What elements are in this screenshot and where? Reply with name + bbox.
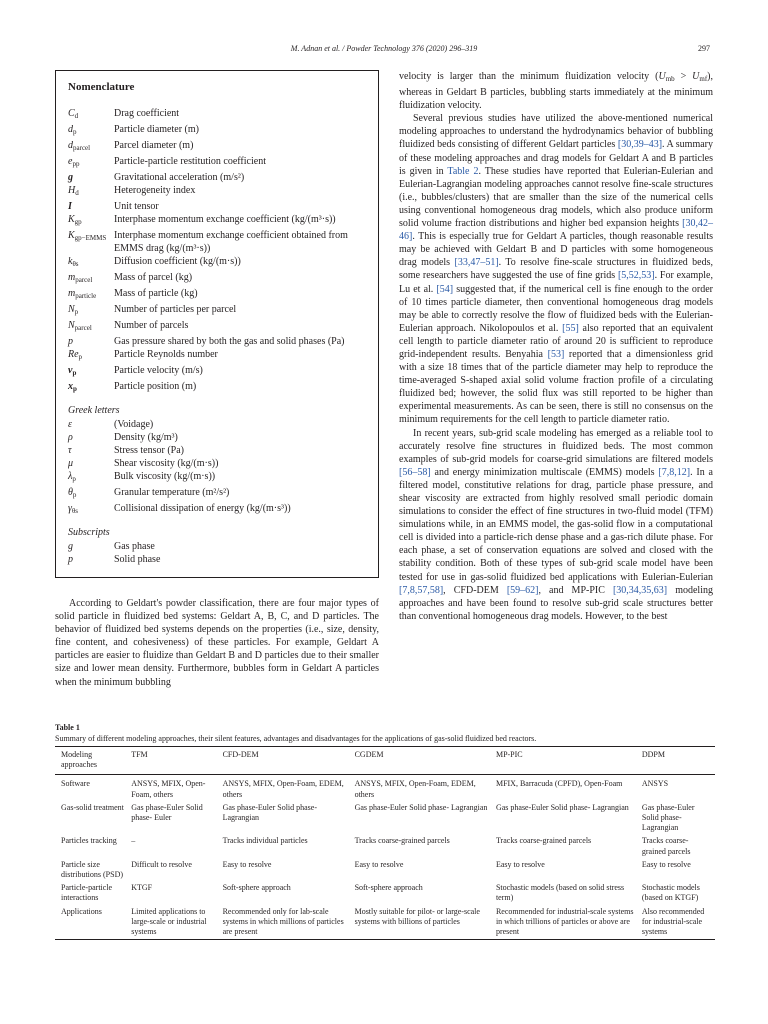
nomenclature-symbol [68, 229, 114, 255]
nomenclature-symbol [68, 123, 114, 139]
symbol-letter: λ [68, 471, 73, 482]
text-span: . A summary of these modeling approaches and drag models for Geldart A and B particles is given in [399, 139, 714, 177]
symbol-subscript: p [74, 308, 79, 316]
table-header-cell: MP-PIC [495, 750, 523, 759]
subscript-mb: mb [665, 75, 675, 83]
reference-link[interactable]: [53] [547, 348, 565, 360]
text-span: . For example, Lu et al. [399, 270, 713, 295]
nomenclature-symbol [68, 213, 114, 229]
nomenclature-symbol [68, 431, 114, 444]
table-cell: Easy to resolve [641, 859, 691, 869]
table-cell: ANSYS, MFIX, Open-Foam, EDEM, others [222, 779, 344, 799]
table-header-row [55, 747, 715, 775]
nomenclature-symbol [68, 303, 114, 319]
symbol-subscript: p [73, 128, 77, 136]
nomenclature-definition: Particle velocity (m/s) [114, 365, 203, 376]
table-cell: – [131, 836, 136, 846]
symbol-subscript: p [78, 353, 83, 361]
table-cell: Difficult to resolve [131, 859, 192, 869]
symbol-letter: N [68, 320, 75, 331]
symbol-subscript: d [74, 112, 79, 120]
paragraph-geldart-classification: According to Geldart's powder classification, there are four major types of solid particle in fluidized bed systems: Geldart A, B, C, and D particles. The behavior of fluidized bed systems depends on the properties (i.e., size, density, fine content, and cohesiveness) of these particles. For example, Geldart A particles are easier to fluidize than Geldart B and D particles due to their smaller size and lower mean density. Furthermore, bubbles form in Geldart A particles when the minimum bubbling [55, 598, 379, 688]
table-cell: Gas phase-Euler Solid phase- Lagrangian [641, 802, 695, 833]
table-header-cell: CGDEM [354, 750, 384, 759]
symbol-letter: θ [68, 487, 73, 498]
table-row-label: Software [61, 779, 90, 789]
nomenclature-definition: Stress tensor (Pa) [114, 445, 184, 456]
symbol-letter: C [68, 108, 75, 119]
nomenclature-definition: Gravitational acceleration (m/s²) [114, 172, 245, 183]
reference-link[interactable]: [56–58] [399, 466, 431, 478]
running-citation: M. Adnan et al. / Powder Technology 376 (2020) 296–319 [290, 44, 478, 53]
nomenclature-row [68, 200, 366, 213]
table-row [55, 835, 715, 858]
table-cell: Stochastic models (based on solid stress term) [495, 883, 625, 903]
table-cell: ANSYS, MFIX, Open-Foam, EDEM, others [354, 779, 476, 799]
nomenclature-symbol [68, 139, 114, 155]
symbol-u: U [658, 71, 666, 82]
nomenclature-symbol [68, 155, 114, 171]
text-span: , and MP-PIC [538, 584, 613, 596]
table-cell: Easy to resolve [495, 859, 545, 869]
symbol-letter: μ [68, 458, 74, 469]
nomenclature-row [68, 470, 366, 486]
text-span: . These studies have reported that Eulerian-Eulerian and Eulerian-Lagrangian modeling approaches cannot resolve fine-scale structures (i.e., bubbles/clusters) that are smaller than the size of the numerical cells using conventional homogeneous drag models, which also produce uniform solid volume fraction distributions and higher bed expansion heights [399, 165, 713, 230]
table-cell: Tracks coarse-grained parcels [641, 836, 691, 856]
nomenclature-definition: Density (kg/m³) [114, 432, 178, 443]
nomenclature-row [68, 123, 366, 139]
table-cell: Easy to resolve [354, 859, 404, 869]
nomenclature-definition: Gas pressure shared by both the gas and solid phases (Pa) [114, 336, 345, 347]
symbol-subscript: gp−EMMS [74, 234, 107, 242]
modeling-approaches-table [55, 746, 715, 940]
symbol-letter: Re [68, 349, 79, 360]
symbol-subscript: p [72, 369, 77, 377]
table-cell: Gas phase-Euler Solid phase- Lagrangian [354, 802, 488, 812]
text-span: reported that a dimensionless grid with a size 18 times that of the particle diameter may help to reproduce the time-averaged S-shaped axial solid volume fraction profile of a circulating fluidized bed; however, the solid flux was still reported to be higher than experimental measurements. As can be seen, there is still no consensus on the minimum requirements for the cell length to particle diameter ratio. [399, 348, 713, 426]
symbol-subscript: θs [71, 507, 79, 515]
nomenclature-row [68, 444, 366, 457]
symbol-letter: v [68, 365, 73, 376]
nomenclature-row [68, 553, 366, 566]
nomenclature-title: Nomenclature [68, 81, 135, 93]
table-row-label: Particles tracking [61, 836, 117, 846]
nomenclature-row [68, 213, 366, 229]
symbol-letter: g [68, 172, 73, 183]
nomenclature-row [68, 139, 366, 155]
table-1 [55, 746, 715, 940]
nomenclature-row [68, 271, 366, 287]
paragraph-sub-grid-modeling [399, 427, 713, 623]
nomenclature-symbol [68, 200, 114, 213]
table-cell: Soft-sphere approach [222, 883, 291, 893]
nomenclature-definition: Mass of particle (kg) [114, 288, 198, 299]
symbol-letter: τ [68, 445, 72, 456]
text-span: > [674, 71, 693, 82]
table-cell: Recommended for industrial-scale systems in which trillions of particles or above are present [495, 906, 634, 937]
symbol-letter: p [68, 336, 73, 347]
nomenclature-definition: Solid phase [114, 554, 161, 565]
nomenclature-symbol [68, 319, 114, 335]
nomenclature-row [68, 335, 366, 348]
nomenclature-symbol [68, 348, 114, 364]
nomenclature-row [68, 540, 366, 553]
nomenclature-row [68, 457, 366, 470]
nomenclature-definition: Particle position (m) [114, 381, 197, 392]
symbol-subscript: θs [72, 260, 79, 268]
symbol-subscript: parcel [75, 276, 93, 284]
nomenclature-row [68, 303, 366, 319]
table-cell: ANSYS [641, 779, 669, 789]
nomenclature-definition: Particle-particle restitution coefficient [114, 156, 266, 167]
table-header-cell: Modeling approaches [61, 750, 97, 770]
reference-link[interactable]: [30,39–43] [617, 139, 663, 151]
text-span: , CFD-DEM [443, 584, 507, 596]
symbol-letter: m [68, 288, 76, 299]
table-row [55, 882, 715, 905]
greek-letters-title: Greek letters [68, 405, 120, 416]
text-span: In recent years, sub-grid scale modeling has emerged as a reliable tool to accurately resolve fine structures in fluidized beds. The most common examples of sub-grid models for coarse-grid simulations are filtered models [399, 427, 713, 465]
nomenclature-definition: Mass of parcel (kg) [114, 272, 193, 283]
table-header-cell: DDPM [641, 750, 665, 759]
table-row [55, 859, 715, 882]
nomenclature-row [68, 255, 366, 271]
reference-link[interactable]: [30,34,35,63] [612, 584, 668, 596]
nomenclature-symbol [68, 418, 114, 431]
page-header [0, 44, 768, 58]
symbol-letter: g [68, 541, 73, 552]
table-row [55, 775, 715, 802]
nomenclature-symbol [68, 255, 114, 271]
symbol-letter: p [68, 554, 73, 565]
subscripts-list [68, 540, 366, 566]
table-cell: KTGF [131, 883, 153, 893]
text-span: and energy minimization multiscale (EMMS) models [430, 466, 659, 478]
nomenclature-row [68, 107, 366, 123]
symbol-subscript: p [72, 491, 77, 499]
symbol-letter: d [68, 140, 73, 151]
symbol-letter: d [68, 124, 73, 135]
table-cell: MFIX, Barracuda (CPFD), Open-Foam [495, 779, 623, 789]
table-cell: Mostly suitable for pilot- or large-scale systems with billions of particles [354, 906, 480, 926]
nomenclature-symbol [68, 502, 114, 518]
text-span: velocity is larger than the minimum fluidization velocity ( [399, 71, 659, 82]
symbol-letter: x [68, 381, 73, 392]
nomenclature-row [68, 502, 366, 518]
table-row [55, 802, 715, 836]
nomenclature-row [68, 364, 366, 380]
nomenclature-row [68, 287, 366, 303]
symbol-subscript: parcel [73, 144, 91, 152]
nomenclature-row [68, 155, 366, 171]
nomenclature-row [68, 319, 366, 335]
symbol-letter: m [68, 272, 76, 283]
text-span: modeling approaches and have been found to resolve sub-grid scale structures better than conventional homogeneous drag models. However, to the best [399, 584, 713, 622]
symbol-letter: k [68, 256, 73, 267]
symbol-letter: γ [68, 503, 72, 514]
nomenclature-symbol [68, 380, 114, 396]
reference-link[interactable]: [5,52,53] [617, 270, 655, 282]
nomenclature-symbol [68, 457, 114, 470]
symbol-subscript: p [73, 385, 77, 393]
table-cell: Gas phase-Euler Solid phase- Lagrangian [222, 802, 318, 823]
nomenclature-symbol [68, 444, 114, 457]
nomenclature-list [68, 107, 366, 396]
table-row-label: Particle-particle interactions [61, 883, 113, 903]
nomenclature-row [68, 486, 366, 502]
table-row [55, 906, 715, 940]
reference-link[interactable]: [30,42–46] [399, 218, 713, 243]
nomenclature-definition: Number of parcels [114, 320, 189, 331]
reference-link[interactable]: [33,47–51] [454, 257, 499, 269]
nomenclature-symbol [68, 107, 114, 123]
table-cell: Tracks coarse-grained parcels [354, 836, 450, 846]
table-body [55, 775, 715, 940]
table-row-label: Particle size distributions (PSD) [61, 859, 124, 880]
nomenclature-definition: Shear viscosity (kg/(m·s)) [114, 458, 219, 469]
symbol-letter: ε [68, 419, 72, 430]
table-cell: ANSYS, MFIX, Open-Foam, others [131, 779, 206, 799]
symbol-subscript: parcel [74, 324, 92, 332]
nomenclature-row [68, 171, 366, 184]
page-number: 297 [698, 44, 710, 53]
symbol-letter: K [68, 214, 75, 225]
symbol-letter: N [68, 304, 75, 315]
table-cell: Stochastic models (based on KTGF) [641, 883, 700, 903]
table-row-label: Applications [61, 906, 102, 916]
symbol-letter: K [68, 230, 75, 241]
nomenclature-definition: Drag coefficient [114, 108, 180, 119]
symbol-letter: ρ [68, 432, 73, 443]
symbol-subscript: particle [75, 292, 97, 300]
nomenclature-definition: Bulk viscosity (kg/(m·s)) [114, 471, 216, 482]
symbol-subscript: d [75, 189, 79, 197]
symbol-subscript: gp [74, 218, 82, 226]
nomenclature-definition: Unit tensor [114, 201, 159, 212]
nomenclature-symbol [68, 184, 114, 200]
symbol-subscript: pp [72, 160, 80, 168]
reference-link[interactable]: [55] [562, 322, 579, 334]
nomenclature-symbol [68, 271, 114, 287]
table-1-caption [55, 722, 715, 744]
reference-link[interactable]: [7,8,12] [658, 466, 691, 478]
nomenclature-definition: (Voidage) [114, 419, 154, 430]
nomenclature-row [68, 348, 366, 364]
nomenclature-row [68, 431, 366, 444]
nomenclature-definition: Collisional dissipation of energy (kg/(m·s³)) [114, 503, 291, 514]
nomenclature-definition: Interphase momentum exchange coefficient obtained from EMMS drag (kg/(m³·s)) [114, 230, 348, 254]
nomenclature-symbol [68, 335, 114, 348]
nomenclature-symbol [68, 486, 114, 502]
table-cell: Tracks coarse-grained parcels [495, 836, 592, 846]
symbol-letter: e [68, 156, 73, 167]
nomenclature-symbol [68, 364, 114, 380]
table-cell: Gas phase-Euler Solid phase- Lagrangian [495, 802, 629, 812]
greek-letters-list [68, 418, 366, 518]
nomenclature-definition: Particle Reynolds number [114, 349, 218, 360]
table-1-label: Table 1 [55, 723, 80, 732]
nomenclature-definition: Interphase momentum exchange coefficient (kg/(m³·s)) [114, 214, 336, 225]
text-span: . To resolve fine-scale structures in fluidized beds, some researchers have suggested the use of fine grids [399, 257, 714, 282]
paragraph-minimum-bubbling [399, 70, 713, 112]
table-header-cell: CFD-DEM [222, 750, 259, 759]
symbol-letter: I [68, 201, 72, 212]
text-span: also reported that an equivalent cell length to particle diameter ratio of around 20 is sufficient to reproduce grid-independent results. Benyahia [399, 322, 713, 360]
nomenclature-row [68, 229, 366, 255]
table-cell: Also recommended for industrial-scale systems [641, 906, 705, 937]
table-cell: Tracks individual particles [222, 836, 308, 846]
table-cell: Limited applications to large-scale or industrial systems [131, 906, 207, 937]
table-cell: Easy to resolve [222, 859, 272, 869]
symbol-subscript: p [72, 475, 76, 483]
left-column-text [55, 597, 379, 689]
nomenclature-row [68, 418, 366, 431]
text-span: . This is especially true for Geldart A particles, though reasonable results may be achieved with Geldart B and D particles with some homogeneous drag models [399, 231, 713, 269]
text-span: ), whereas in Geldart B particles, bubbling starts immediately at the minimum fluidization velocity. [399, 71, 714, 112]
symbol-letter: H [68, 185, 76, 196]
nomenclature-definition: Number of particles per parcel [114, 304, 237, 315]
nomenclature-box [55, 70, 379, 578]
nomenclature-row [68, 380, 366, 396]
nomenclature-definition: Particle diameter (m) [114, 124, 199, 135]
nomenclature-symbol [68, 171, 114, 184]
nomenclature-row [68, 184, 366, 200]
nomenclature-definition: Granular temperature (m²/s²) [114, 487, 230, 498]
nomenclature-symbol [68, 287, 114, 303]
text-span: Several previous studies have utilized the above-mentioned numerical modeling approaches to understand the hydrodynamics behavior of bubbling fluidized beds consisting of different Geldart particles [399, 113, 713, 151]
nomenclature-definition: Heterogeneity index [114, 185, 196, 196]
table-cell: Recommended only for lab-scale systems in which millions of particles are present [222, 906, 344, 937]
reference-link[interactable]: [7,8,57,58] [399, 584, 444, 596]
reference-link[interactable]: [54] [436, 283, 454, 295]
paragraph-previous-studies [399, 112, 713, 426]
nomenclature-definition: Diffusion coefficient (kg/(m·s)) [114, 256, 241, 267]
nomenclature-symbol [68, 470, 114, 486]
table-cell: Soft-sphere approach [354, 883, 423, 893]
table-header-cell: TFM [131, 750, 148, 759]
symbol-u: U [692, 71, 700, 82]
text-span: . In a filtered model, constitutive relations for drag, particle phase pressure, and shear viscosity are extracted from highly resolved small periodic domain simulations to consider the effect of fine structures in two-fluid model (TFM) simulations while, in an EMMS model, the gas-solid flow in a computational cell is divided into a particle-rich dense phase and a gas-rich dilute phase. For each phase, a set of conservation equations are solved and closed with the stability condition. Both of these types of sub-grid scale model have been tested for use in gas-solid fluidized bed applications with Eulerian-Eulerian [399, 466, 713, 583]
nomenclature-definition: Parcel diameter (m) [114, 140, 194, 151]
table-1-caption-text: Summary of different modeling approaches, their silent features, advantages and disadvantages for the applications of gas-solid fluidized bed reactors. [55, 734, 537, 743]
nomenclature-symbol [68, 540, 114, 553]
nomenclature-symbol [68, 553, 114, 566]
table-cell: Gas phase-Euler Solid phase- Euler [131, 802, 203, 823]
text-span: suggested that, if the numerical cell is fine enough to the order of 10 times particle diameter, then conventional homogeneous drag models may be able to correctly resolve the flow of fluidized beds with the Eulerian-Eulerian approach. Nikolopoulos et al. [399, 283, 714, 334]
subscripts-title: Subscripts [68, 527, 110, 538]
right-column-text [399, 70, 713, 623]
subscript-mf: mf [699, 75, 708, 83]
reference-link[interactable]: [59–62] [506, 584, 539, 596]
table-row-label: Gas-solid treatment [61, 802, 124, 812]
nomenclature-definition: Gas phase [114, 541, 155, 552]
table-2-link[interactable]: Table 2 [447, 165, 479, 177]
